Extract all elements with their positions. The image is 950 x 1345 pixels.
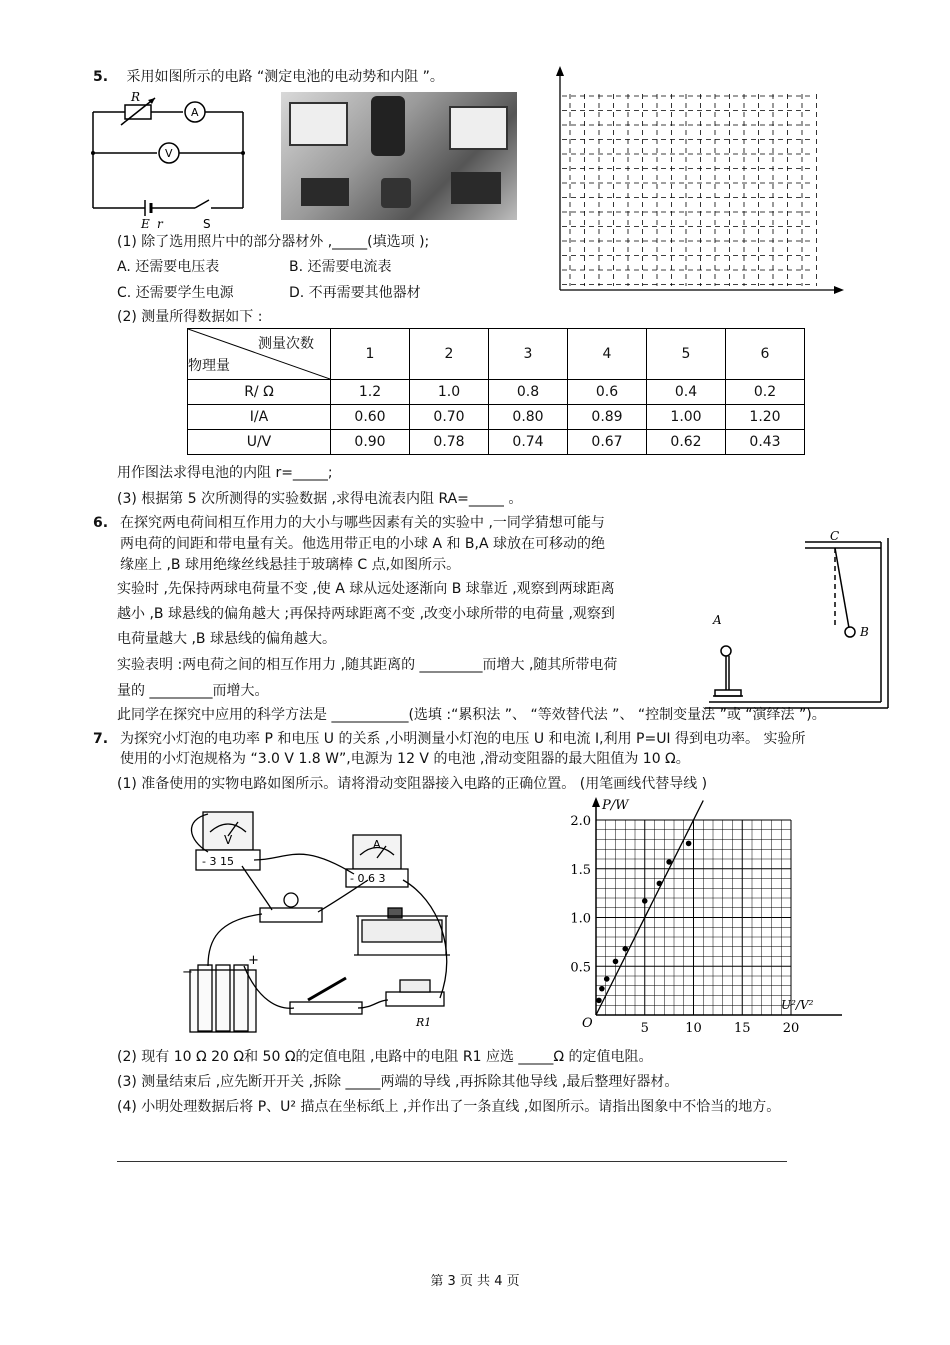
x-tick-label: 10 <box>685 1021 702 1036</box>
q5-option-d: D. 不再需要其他器材 <box>289 285 421 301</box>
label-C: C <box>830 530 840 543</box>
ammeter-terminals: - 0.6 3 <box>350 872 386 885</box>
table-col-header: 5 <box>647 329 726 380</box>
table-row <box>188 405 805 430</box>
table-cell: 0.78 <box>410 430 489 455</box>
y-tick-label: 2.0 <box>570 814 591 829</box>
data-point <box>599 986 605 992</box>
q6-line: 越小 ,B 球悬线的偏角越大 ;再保持两球距离不变 ,改变小球所带的电荷量 ,观察到 <box>117 606 615 622</box>
table-col-header: 2 <box>410 329 489 380</box>
table-cell: 0.8 <box>489 380 568 405</box>
table-cell: 1.0 <box>410 380 489 405</box>
table-cell: 0.2 <box>726 380 805 405</box>
circuit-label-r: r <box>157 217 163 230</box>
q7-sub3: (3) 测量结束后 ,应先断开开关 ,拆除 _____两端的导线 ,再拆除其他导线 ,最后整理好器材。 <box>117 1074 679 1090</box>
q5-sub2: (2) 测量所得数据如下 : <box>117 309 263 325</box>
row-label: R/ Ω <box>188 380 331 405</box>
q5-sub3: (3) 根据第 5 次所测得的实验数据 ,求得电流表内阻 RA=_____ 。 <box>117 491 523 507</box>
q6-line: 此同学在探究中应用的科学方法是 ___________(选填 :“累积法 ”、 “等效替代法 ”、 “控制变量法 ”或 “演绎法 ”)。 <box>117 707 826 723</box>
x-tick-label: 15 <box>733 1021 751 1036</box>
circuit-diagram <box>85 90 255 230</box>
table-cell: 0.62 <box>647 430 726 455</box>
x-tick-label: 20 <box>782 1021 800 1036</box>
physical-circuit-drawing <box>178 800 468 1040</box>
origin-label: O <box>582 1016 593 1031</box>
label-B: B <box>860 625 869 639</box>
table-cell: 0.70 <box>410 405 489 430</box>
data-point <box>596 998 602 1004</box>
data-point <box>686 841 692 847</box>
x-tick-label: 5 <box>640 1021 649 1036</box>
table-cell: 0.90 <box>331 430 410 455</box>
table-cell: 0.89 <box>568 405 647 430</box>
circuit-label-R: R <box>131 90 141 104</box>
q7-sub4: (4) 小明处理数据后将 P、U² 描点在坐标纸上 ,并作出了一条直线 ,如图所示。请指出图象中不恰当的地方。 <box>117 1099 781 1115</box>
table-head-top: 测量次数 <box>258 336 314 352</box>
q6-line: 电荷量越大 ,B 球悬线的偏角越大。 <box>117 631 336 647</box>
table-cell: 0.6 <box>568 380 647 405</box>
answer-line <box>117 1161 787 1162</box>
y-axis-arrow <box>592 797 600 807</box>
q7-sub2: (2) 现有 10 Ω 20 Ω和 50 Ω的定值电阻 ,电路中的电阻 R1 应选 _____Ω 的定值电阻。 <box>117 1049 653 1065</box>
equipment-photo <box>281 92 517 220</box>
table-cell: 0.60 <box>331 405 410 430</box>
q5-option-b: B. 还需要电流表 <box>289 259 392 275</box>
voltmeter-symbol: V <box>165 147 173 160</box>
question-number: 7. <box>93 731 109 747</box>
table-col-header: 1 <box>331 329 410 380</box>
y-axis-label: P/W <box>602 798 629 813</box>
data-point <box>622 946 628 952</box>
data-point <box>657 881 663 887</box>
q6-line: 两电荷的间距和带电量有关。他选用带正电的小球 A 和 B,A 球放在可移动的绝 <box>120 536 606 552</box>
blank-graph-grid <box>548 64 848 296</box>
power-voltage-chart <box>560 795 850 1040</box>
y-tick-label: 1.5 <box>570 862 591 878</box>
q6-line: 量的 _________而增大。 <box>117 683 269 699</box>
charge-experiment-figure <box>705 530 895 710</box>
data-point <box>642 898 648 904</box>
x-axis-label: U²/V² <box>781 998 814 1012</box>
q7-line2: 使用的小灯泡规格为 “3.0 V 1.8 W”,电源为 12 V 的电池 ,滑动变阻器的最大阻值为 10 Ω。 <box>120 751 690 767</box>
q6-line: 在探究两电荷间相互作用力的大小与哪些因素有关的实验中 ,一同学猜想可能与 <box>120 515 605 531</box>
question-number: 6. <box>93 515 109 531</box>
table-col-header: 3 <box>489 329 568 380</box>
table-col-header: 6 <box>726 329 805 380</box>
ammeter-symbol: A <box>191 106 199 119</box>
q5-sub1: (1) 除了选用照片中的部分器材外 ,_____(填选项 ); <box>117 234 430 250</box>
q5-sub2b: 用作图法求得电池的内阻 r=_____; <box>117 465 333 481</box>
table-cell: 0.74 <box>489 430 568 455</box>
voltmeter-letter: V <box>224 833 233 847</box>
q7-line1: 为探究小灯泡的电功率 P 和电压 U 的关系 ,小明测量小灯泡的电压 U 和电流 I,利用 P=UI 得到电功率。 实验所 <box>120 731 806 747</box>
data-point <box>604 976 610 982</box>
circuit-label-E: E <box>141 217 150 230</box>
row-label: U/V <box>188 430 331 455</box>
battery-plus: + <box>248 953 259 968</box>
table-cell: 1.2 <box>331 380 410 405</box>
y-tick-label: 1.0 <box>570 911 591 927</box>
row-label: I/A <box>188 405 331 430</box>
q5-option-a: A. 还需要电压表 <box>117 259 220 275</box>
voltmeter-terminals: - 3 15 <box>202 855 234 868</box>
q6-line: 实验表明 :两电荷之间的相互作用力 ,随其距离的 _________而增大 ,随其所带电荷 <box>117 657 618 673</box>
table-cell: 0.4 <box>647 380 726 405</box>
data-table <box>187 328 805 455</box>
table-cell: 0.43 <box>726 430 805 455</box>
data-point <box>613 959 619 965</box>
table-cell: 1.20 <box>726 405 805 430</box>
data-point <box>666 859 672 865</box>
ammeter-letter: A <box>373 838 381 851</box>
table-head-bottom: 物理量 <box>188 358 230 374</box>
table-cell: 0.80 <box>489 405 568 430</box>
q5-option-c: C. 还需要学生电源 <box>117 285 234 301</box>
table-col-header: 4 <box>568 329 647 380</box>
page-footer: 第 3 页 共 4 页 <box>430 1274 520 1289</box>
y-tick-label: 0.5 <box>570 960 591 976</box>
q7-sub1: (1) 准备使用的实物电路如图所示。请将滑动变阻器接入电路的正确位置。 (用笔画线代替导线 ) <box>117 776 708 792</box>
question-number: 5. <box>93 69 109 85</box>
q6-line: 实验时 ,先保持两球电荷量不变 ,使 A 球从远处逐渐向 B 球靠近 ,观察到两球距离 <box>117 581 615 597</box>
table-row <box>188 380 805 405</box>
resistor-label: R1 <box>416 1016 432 1029</box>
label-A: A <box>713 613 722 627</box>
table-row <box>188 430 805 455</box>
question-stem: 采用如图所示的电路 “测定电池的电动势和内阻 ”。 <box>126 69 444 85</box>
table-cell: 1.00 <box>647 405 726 430</box>
circuit-label-S: S <box>203 217 211 230</box>
q6-line: 缘座上 ,B 球用绝缘丝线悬挂于玻璃棒 C 点,如图所示。 <box>120 557 461 573</box>
table-cell: 0.67 <box>568 430 647 455</box>
battery-minus: − <box>182 965 193 980</box>
